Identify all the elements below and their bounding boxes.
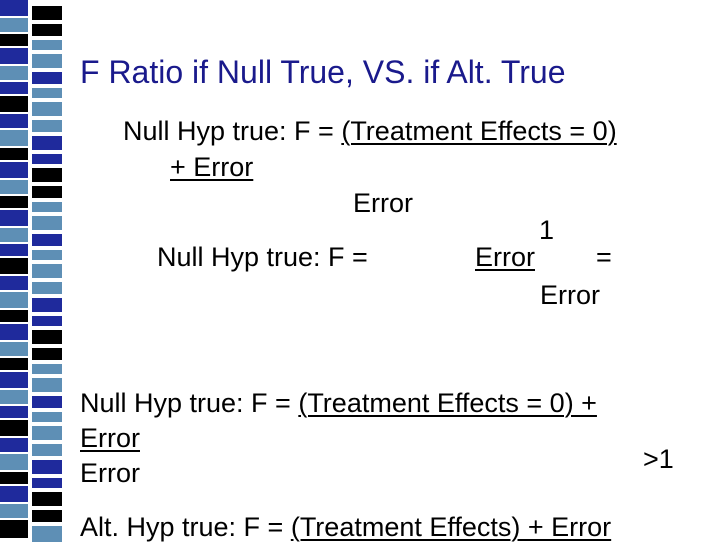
stripe-block [0,258,28,274]
stripe-block [0,0,28,16]
stripe-block [32,250,62,260]
stripe-block [0,82,28,94]
block1-line2: + Error [170,152,254,182]
stripe-block [0,130,28,146]
stripe-block [0,18,28,32]
stripe-block [32,24,62,36]
stripe-block [0,372,28,388]
stripe-block [0,310,28,322]
stripe-block [0,504,28,518]
block4-line1 [80,514,611,541]
stripe-block [0,228,28,242]
stripe-block [32,478,62,488]
stripe-block [32,378,62,392]
stripe-block [32,154,62,164]
block2-numerator: 1 [539,215,555,245]
stripe-block [32,234,62,246]
block3-result: >1 [643,444,674,474]
stripe-block [32,492,62,506]
stripe-block [0,520,28,538]
stripe-block [0,148,28,160]
stripe-block [32,444,62,456]
block1-line1 [123,118,617,145]
block2-bottom: Error [540,280,600,310]
stripe-block [32,54,62,68]
stripe-block [32,88,62,98]
stripe-block [0,438,28,452]
stripe-block [0,292,28,308]
stripe-block [0,390,28,404]
stripe-block [32,510,62,522]
decorative-stripe [0,0,68,540]
stripe-block [0,210,28,226]
stripe-block [32,412,62,422]
block1-line1-prefix: Null Hyp true: F = [123,116,342,146]
stripe-block [0,276,28,290]
block3-line1-underlined: (Treatment Effects = 0) + [298,388,597,418]
stripe-block [0,96,28,112]
block3-line2: Error [80,423,140,453]
stripe-block [32,330,62,344]
stripe-block [32,136,62,150]
slide-title: F Ratio if Null True, VS. if Alt. True [80,54,566,90]
block3-line3: Error [80,458,140,488]
stripe-block [0,66,28,80]
stripe-block [0,420,28,436]
stripe-block [32,298,62,312]
stripe-block [0,472,28,484]
block4-line1-underlined: (Treatment Effects) + Error [290,512,612,542]
stripe-block [0,324,28,340]
stripe-block [0,244,28,256]
stripe-block [0,180,28,194]
block3-line1-prefix: Null Hyp true: F = [80,388,299,418]
stripe-block [0,48,28,64]
stripe-block [32,282,62,294]
stripe-block [32,264,62,278]
block2-fraction-denominator: Error [475,242,535,272]
stripe-block [32,40,62,50]
block3-line1 [80,390,597,417]
stripe-block [0,406,28,418]
stripe-block [32,396,62,408]
stripe-block [32,426,62,440]
stripe-block [32,460,62,474]
stripe-block [32,72,62,84]
stripe-block [0,162,28,178]
stripe-block [0,196,28,208]
stripe-block [0,342,28,356]
stripe-block [32,348,62,360]
stripe-block [32,6,62,20]
stripe-block [32,216,62,230]
block1-line1-underlined: (Treatment Effects = 0) [341,116,617,146]
block1-denominator: Error [353,188,413,218]
stripe-block [0,486,28,502]
block2-label: Null Hyp true: F = [157,242,368,272]
stripe-block [0,454,28,470]
stripe-block [32,186,62,198]
stripe-block [0,358,28,370]
stripe-block [32,120,62,132]
stripe-block [32,102,62,116]
block2-equals: = [596,242,612,272]
stripe-block [0,34,28,46]
stripe-block [32,316,62,326]
stripe-block [32,168,62,182]
stripe-block [32,202,62,212]
stripe-block [32,364,62,374]
block4-line1-prefix: Alt. Hyp true: F = [80,512,291,542]
stripe-block [0,114,28,128]
